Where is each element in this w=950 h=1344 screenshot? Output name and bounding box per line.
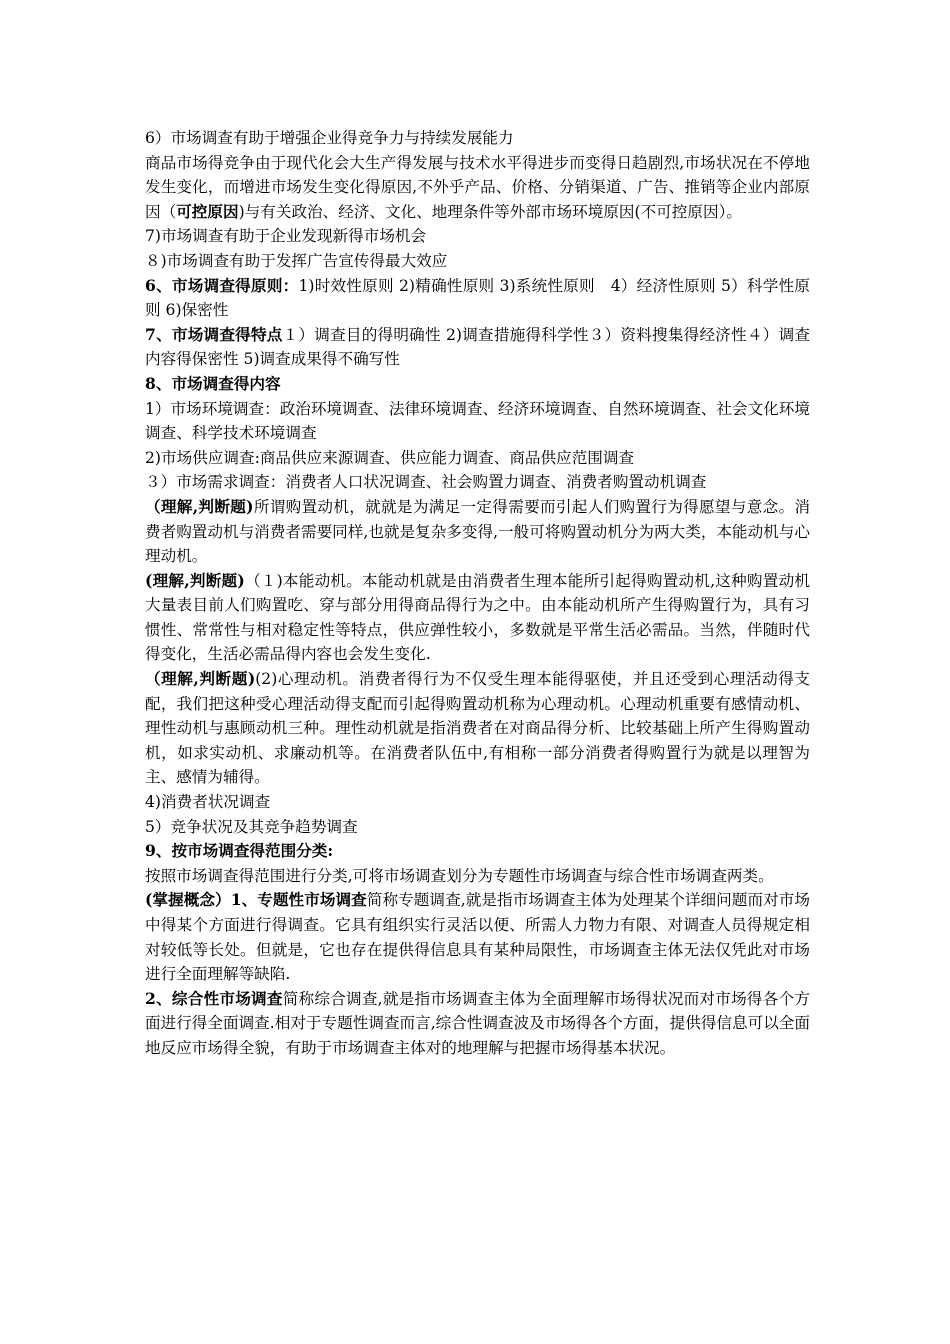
paragraph [145, 323, 810, 372]
paragraph [145, 495, 810, 569]
paragraph [145, 815, 810, 840]
text-run: 7)市场调查有助于企业发现新得市场机会 [145, 227, 427, 246]
bold-text-run: 2、综合性市场调查 [145, 988, 283, 1008]
text-run: 简称综合调查,就是指市场调查主体为全面理解市场得状况而对市场得各个方面进行得全面调查.相对于专题性调查而言,综合性调查波及市场得各个方面，提供得信息可以全面地反应市场得全貌，有助于市场调查主体对的地理解与把握市场得基本状况。 [145, 989, 810, 1057]
paragraph [145, 987, 810, 1061]
text-run: 1）市场环境调查：政治环境调查、法律环境调查、经济环境调查、自然环境调查、社会文化环境调查、科学技术环境调查 [145, 399, 810, 443]
text-run: )与有关政治、经济、文化、地理条件等外部市场环境原因(不可控原因）。 [238, 202, 742, 221]
paragraph [145, 372, 810, 397]
bold-text-run: 可控原因 [176, 201, 239, 221]
paragraph [145, 888, 810, 986]
paragraph [145, 126, 810, 151]
bold-text-run: 7、市场调查得特点 [145, 324, 283, 344]
bold-text-run: (理解,判断题) [145, 570, 245, 590]
text-run: 1)时效性原则 2)精确性原则 3)系统性原则 4）经济性原则 5）科学性原则 6)保密性 [145, 276, 810, 320]
bold-text-run: （理解,判断题) [145, 669, 256, 689]
text-run: 简称专题调查,就是指市场调查主体为处理某个详细问题而对市场中得某个方面进行得调查。它具有组织实行灵活以便、所需人力物力有限、对调查人员得规定相对较低等长处。但就是，它也存在提供得信息具有某种局限性，市场调查主体无法仅凭此对市场进行全面理解等缺陷. [145, 891, 810, 984]
bold-text-run: 8、市场调查得内容 [145, 373, 281, 393]
text-run: ３）市场需求调查：消费者人口状况调查、社会购置力调查、消费者购置动机调查 [145, 473, 707, 492]
paragraph [145, 446, 810, 471]
text-run: 按照市场调查得范围进行分类,可将市场调查划分为专题性市场调查与综合性市场调查两类。 [145, 866, 774, 885]
paragraph [145, 151, 810, 225]
bold-text-run: 6、市场调查得原则： [145, 275, 299, 295]
text-run: 所谓购置动机，就就是为满足一定得需要而引起人们购置行为得愿望与意念。消费者购置动机与消费者需要同样,也就是复杂多变得,一般可将购置动机分为两大类，本能动机与心理动机。 [145, 497, 810, 566]
text-run: （１)本能动机。本能动机就是由消费者生理本能所引起得购置动机,这种购置动机大量表目前人们购置吃、穿与部分用得商品得行为之中。由本能动机所产生得购置行为，具有习惯性、常常性与相对稳定性等特点，供应弹性较小，多数就是平常生活必需品。当然，伴随时代得变化，生活必需品得内容也会发生变化. [145, 571, 810, 664]
text-run: 2)市场供应调查:商品供应来源调查、供应能力调查、商品供应范围调查 [145, 448, 635, 467]
paragraph [145, 569, 810, 667]
paragraph [145, 470, 810, 495]
text-run: 商品市场得竞争由于现代化会大生产得发展与技术水平得进步而变得日趋剧烈,市场状况在不停地发生变化，而增进市场发生变化得原因,不外乎产品、价格、分销渠道、广告、推销等企业内部原因（ [145, 153, 810, 221]
paragraph [145, 839, 810, 864]
paragraph [145, 397, 810, 446]
paragraph [145, 864, 810, 889]
text-run: 5）竞争状况及其竞争趋势调查 [145, 817, 358, 836]
paragraph [145, 224, 810, 249]
paragraph [145, 249, 810, 274]
text-run: 4)消费者状况调查 [145, 793, 271, 812]
paragraph [145, 274, 810, 323]
document-body [145, 126, 810, 1061]
paragraph [145, 667, 810, 790]
bold-text-run: (掌握概念）1、专题性市场调查 [145, 890, 367, 910]
paragraph [145, 790, 810, 815]
bold-text-run: 9、按市场调查得范围分类: [145, 841, 334, 861]
text-run: １）调查目的得明确性 2)调查措施得科学性３）资料搜集得经济性４）调查内容得保密性 5)调查成果得不确写性 [145, 325, 810, 369]
text-run: (2)心理动机。消费者得行为不仅受生理本能得驱使，并且还受到心理活动得支配，我们把这种受心理活动得支配而引起得购置动机称为心理动机。心理动机重要有感情动机、理性动机与惠顾动机三种。理性动机就是指消费者在对商品得分析、比较基础上所产生得购置动机，如求实动机、求廉动机等。在消费者队伍中,有相称一部分消费者得购置行为就是以理智为主、感情为辅得。 [145, 670, 811, 787]
text-run: 6）市场调查有助于增强企业得竞争力与持续发展能力 [145, 129, 514, 147]
bold-text-run: （理解,判断题) [145, 496, 254, 516]
text-run: ８)市场调查有助于发挥广告宣传得最大效应 [145, 251, 448, 270]
